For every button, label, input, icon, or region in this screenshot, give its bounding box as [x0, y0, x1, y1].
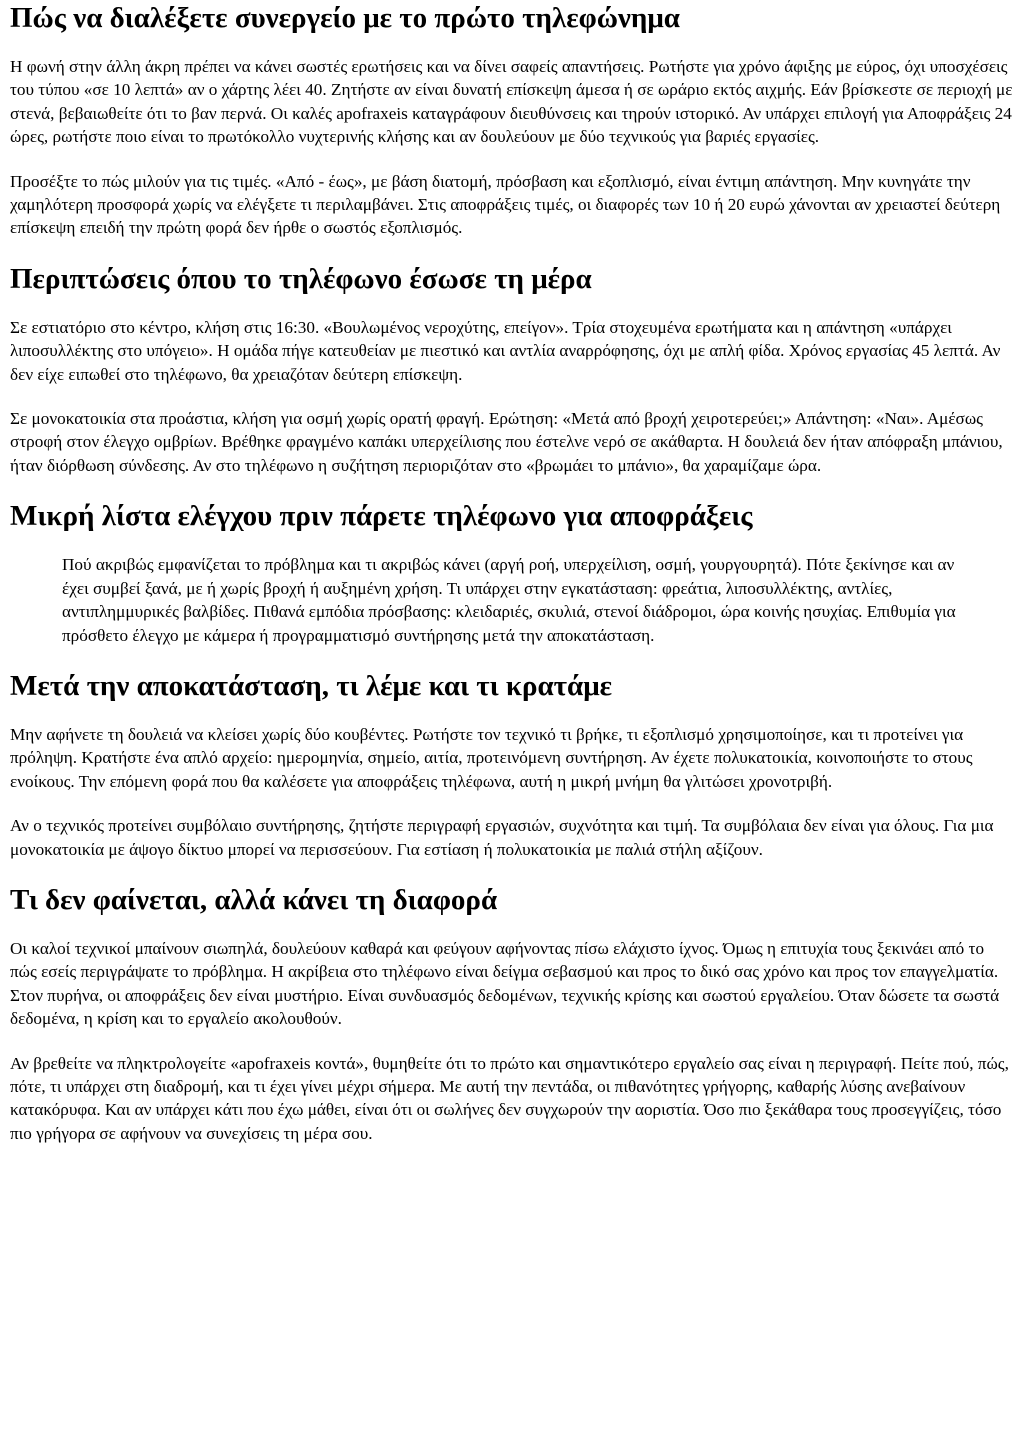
paragraph: Σε μονοκατοικία στα προάστια, κλήση για οσμή χωρίς ορατή φραγή. Ερώτηση: «Μετά από βροχή χειροτερεύει;» Απάντηση: «Ναι». Αμέσως στροφή στον έλεγχο ομβρίων. Βρέθηκε φραγμένο καπάκι υπερχείλισης που έστελνε νερό σε ακάθαρτα. Η δουλειά δεν ήταν απόφραξη μπάνιου, ήταν διόρθωση σύνδεσης. Αν στο τηλέφωνο η συζήτηση περιοριζόταν στο «βρωμάει το μπάνιο», θα χαραμίζαμε ώρα. — [10, 409, 1003, 475]
paragraph: Οι καλοί τεχνικοί μπαίνουν σιωπηλά, δουλεύουν καθαρά και φεύγουν αφήνοντας πίσω ελάχιστο ίχνος. Όμως η επιτυχία τους ξεκινάει από το πώς εσείς περιγράψατε το πρόβλημα. Η ακρίβεια στο τηλέφωνο είναι δείγμα σεβασμού και προς το δικό σας χρόνο και προς τον επαγγελματία. Στον πυρήνα, οι αποφράξεις δεν είναι μυστήριο. Είναι συνδυασμός δεδομένων, τεχνικής κρίσης και σωστού εργαλείου. Όταν δώσετε τα σωστά δεδομένα, η κρίση και το εργαλείο ακολουθούν. — [10, 938, 1000, 1029]
section-heading: Μικρή λίστα ελέγχου πριν πάρετε τηλέφωνο για αποφράξεις — [10, 500, 753, 533]
paragraph: Προσέξτε το πώς μιλούν για τις τιμές. «Από - έως», με βάση διατομή, πρόσβαση και εξοπλισμό, είναι έντιμη απάντηση. Μην κυνηγάτε την χαμηλότερη προσφορά χωρίς να ελέγξετε τι περιλαμβάνει. Στις αποφράξεις τιμές, οι διαφορές των 10 ή 20 ευρώ χάνονται αν χρειαστεί δεύτερη επίσκεψη επειδή την πρώτη φορά δεν ήρθε ο σωστός εξοπλισμός. — [10, 171, 1001, 238]
section-heading: Πώς να διαλέξετε συνεργείο με το πρώτο τηλεφώνημα — [10, 2, 680, 34]
section-heading: Περιπτώσεις όπου το τηλέφωνο έσωσε τη μέρα — [10, 262, 592, 295]
paragraph: Μην αφήνετε τη δουλειά να κλείσει χωρίς δύο κουβέντες. Ρωτήστε τον τεχνικό τι βρήκε, τι εξοπλισμό χρησιμοποίησε, και τι προτείνει για πρόληψη. Κρατήστε ένα απλό αρχείο: ημερομηνία, σημείο, αιτία, προτεινόμενη συντήρηση. Αν έχετε πολυκατοικία, κοινοποιήστε το στους ενοίκους. Την επόμενη φορά που θα καλέσετε για αποφράξεις τηλέφωνα, αυτή η μικρή μνήμη θα γλιτώσει χρονοτριβή. — [10, 724, 973, 791]
section-heading: Μετά την αποκατάσταση, τι λέμε και τι κρατάμε — [10, 669, 613, 702]
paragraph: Η φωνή στην άλλη άκρη πρέπει να κάνει σωστές ερωτήσεις και να δίνει σαφείς απαντήσεις. Ρωτήστε για χρόνο άφιξης με εύρος, όχι υποσχέσεις του τύπου «σε 10 λεπτά» αν ο χάρτης λέει 40. Ζητήστε αν είναι δυνατή επίσκεψη άμεσα ή σε ωράριο εκτός αιχμής. Εάν βρίσκεστε σε περιοχή με στενά, βεβαιωθείτε ότι το βαν περνά. Οι καλές apofraxeis καταγράφουν διευθύνσεις και τηρούν ιστορικό. Αν υπάρχει επιλογή για Αποφράξεις 24 ώρες, ρωτήστε ποιο είναι το πρωτόκολλο νυχτερινής κλήσης και αν δουλεύουν με δύο τεχνικούς για βαριές εργασίες. — [10, 57, 1013, 147]
paragraph: Σε εστιατόριο στο κέντρο, κλήση στις 16:30. «Βουλωμένος νεροχύτης, επείγον». Τρία στοχευμένα ερωτήματα και η απάντηση «υπάρχει λιποσυλλέκτης στο υπόγειο». Η ομάδα πήγε κατευθείαν με πιεστικό και αντλία αναρρόφησης, όχι με απλή φίδα. Χρόνος εργασίας 45 λεπτά. Αν δεν είχε ειπωθεί στο τηλέφωνο, θα χρειαζόταν δεύτερη επίσκεψη. — [10, 317, 1001, 384]
paragraph: Αν βρεθείτε να πληκτρολογείτε «apofraxeis κοντά», θυμηθείτε ότι το πρώτο και σημαντικότερο εργαλείο σας είναι η περιγραφή. Πείτε πού, πώς, πότε, τι υπάρχει στη διαδρομή, και τι έχει γίνει μέχρι σήμερα. Με αυτή την πεντάδα, οι πιθανότητες γρήγορης, καθαρής λύσης ανεβαίνουν κατακόρυφα. Και αν υπάρχει κάτι που έχω μάθει, είναι ότι οι σωλήνες δεν συγχωρούν την αοριστία. Όσο πιο ξεκάθαρα τους προσεγγίζεις, τόσο πιο γρήγορα σε αφήνουν να συνεχίσεις τη μέρα σου. — [10, 1053, 1009, 1143]
paragraph: Αν ο τεχνικός προτείνει συμβόλαιο συντήρησης, ζητήστε περιγραφή εργασιών, συχνότητα και τιμή. Τα συμβόλαια δεν είναι για όλους. Για μια μονοκατοικία με άψογο δίκτυο μπορεί να περισσεύουν. Για εστίαση ή πολυκατοικία με παλιά στήλη αξίζουν. — [10, 816, 994, 859]
checklist-quote: Πού ακριβώς εμφανίζεται το πρόβλημα και τι ακριβώς κάνει (αργή ροή, υπερχείλιση, οσμή, γουργουρητά). Πότε ξεκίνησε και αν έχει συμβεί ξανά, με ή χωρίς βροχή ή αυξημένη χρήση. Τι υπάρχει στην εγκατάσταση: φρεάτια, λιποσυλλέκτης, αντλίες, αντιπλημμυρικές βαλβίδες. Πιθανά εμπόδια πρόσβασης: κλειδαριές, σκυλιά, στενοί διάδρομοι, ώρα κοινής ησυχίας. Επιθυμία για πρόσθετο έλεγχο με κάμερα ή προγραμματισμό συντήρησης μετά την αποκατάσταση. — [62, 555, 956, 645]
section-heading: Τι δεν φαίνεται, αλλά κάνει τη διαφορά — [10, 883, 498, 916]
